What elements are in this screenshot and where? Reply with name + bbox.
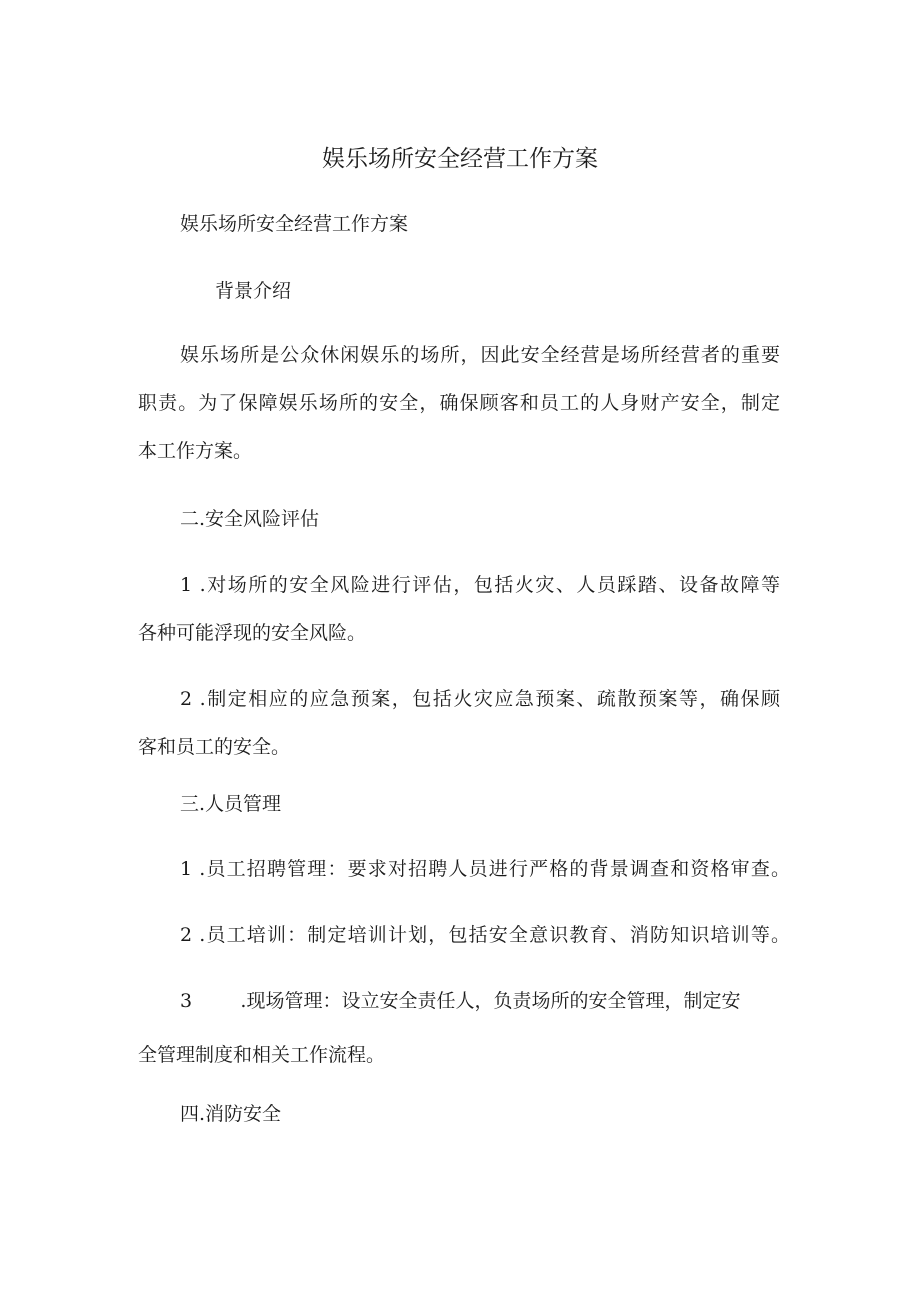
paragraph-line: 职责。为了保障娱乐场所的安全，确保顾客和员工的人身财产安全，制定 [138,392,780,414]
list-item-line: 1 .对场所的安全风险进行评估，包括火灾、人员踩踏、设备故障等 [180,574,780,596]
list-item-line: 1 .员工招聘管理：要求对招聘人员进行严格的背景调查和资格审查。 [180,858,790,880]
section-heading-personnel: 三.人员管理 [180,793,282,815]
list-item-line: 各种可能浮现的安全风险。 [138,622,367,644]
paragraph-line: 本工作方案。 [138,440,253,462]
list-item-line: 2 .制定相应的应急预案，包括火灾应急预案、疏散预案等，确保顾 [180,688,780,710]
document-subtitle: 娱乐场所安全经营工作方案 [180,213,409,235]
document-title: 娱乐场所安全经营工作方案 [322,146,598,172]
list-item-line: 2 .员工培训：制定培训计划，包括安全意识教育、消防知识培训等。 [180,924,790,946]
section-heading-risk-assessment: 二.安全风险评估 [180,508,320,530]
list-item-line: 客和员工的安全。 [138,736,291,758]
section-heading-fire-safety: 四.消防安全 [180,1103,282,1125]
list-item-line: 全管理制度和相关工作流程。 [138,1044,386,1066]
list-item-line: 3 .现场管理：设立安全责任人，负责场所的安全管理，制定安 [180,990,741,1012]
paragraph-line: 娱乐场所是公众休闲娱乐的场所，因此安全经营是场所经营者的重要 [180,344,780,366]
section-heading-background: 背景介绍 [215,280,292,302]
